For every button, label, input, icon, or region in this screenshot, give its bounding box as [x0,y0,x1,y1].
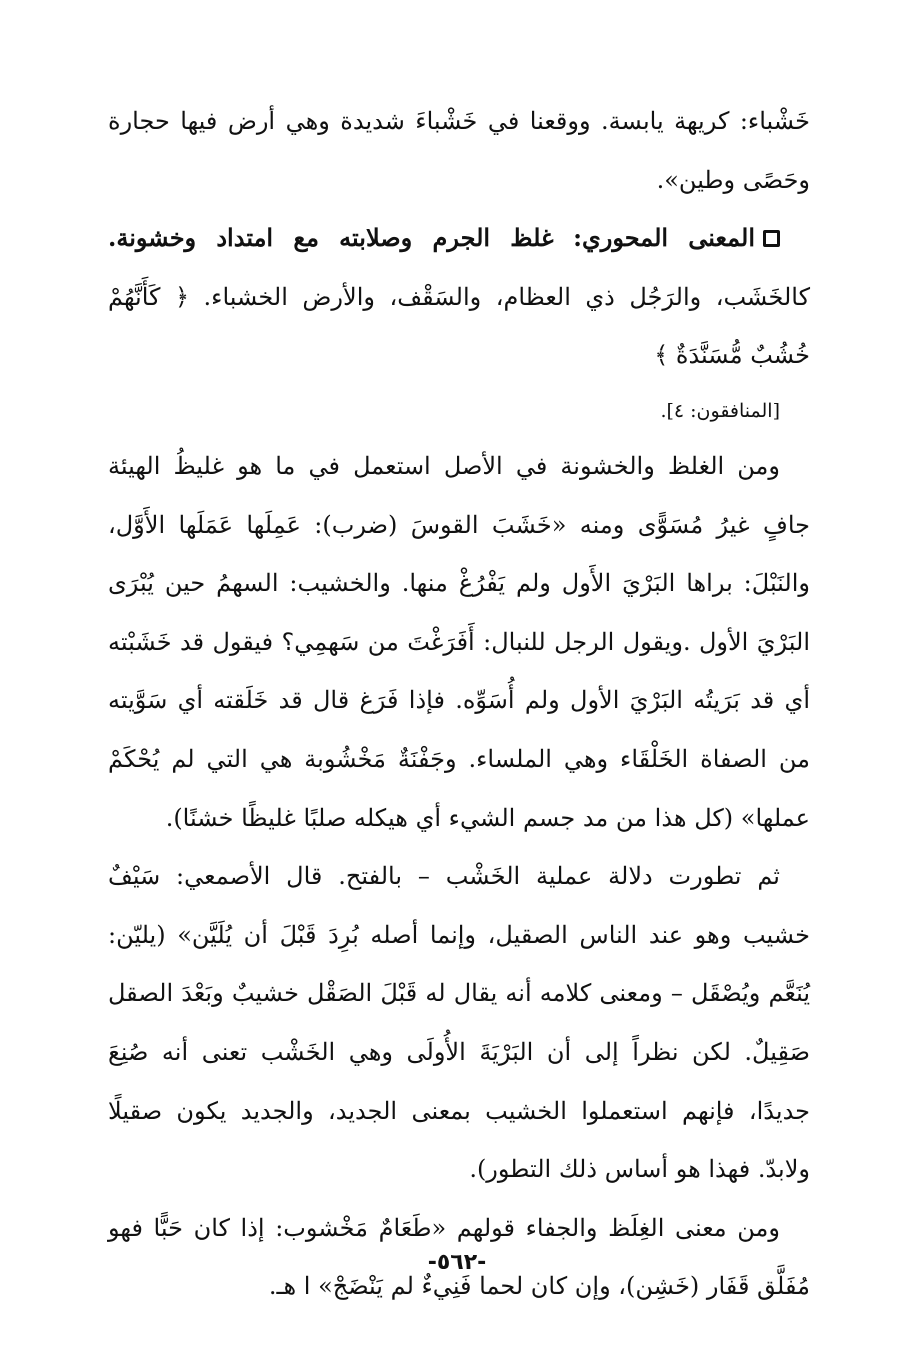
square-bullet-icon [763,230,780,247]
core-meaning-bold: غلظ الجرم وصلابته مع امتداد وخشونة. [108,223,554,253]
page-number: -٥٦٢- [427,1250,487,1275]
paragraph-definition-end [108,92,810,209]
core-meaning-label: المعنى المحوري: [573,223,755,253]
paragraph-text: ومن معنى الغِلَظ والجفاء قولهم «طَعَامٌ مَخْشوب: إذا كان حَبًّا فهو مُفَلَّق قَفَار (خَشِن)، وإن كان لحما فَنِيءٌ لم يَنْضَجْ» ا هـ. [108,1213,810,1301]
paragraph-evolution [108,847,810,1199]
paragraph-text: خَشْباء: كريهة يابسة. ووقعنا في خَشْباءَ شديدة وهي أرض فيها حجارة وحَصًى وطين». [108,107,810,194]
paragraph-origin [108,437,810,847]
quran-reference: [المنافقون: ٤]. [660,399,780,422]
paragraph-text: ومن الغلظ والخشونة في الأصل استعمل في ما هو غليظُ الهيئة جافٍ غيرُ مُسَوًّى ومنه «خَشَبَ القوسَ (ضرب): عَمِلَها عَمَلَها الأَوَّل، والنَبْلَ: براها البَرْيَ الأَول ولم يَفْرُغْ منها. والخشيب: السهمُ حين يُبْرَى البَرْيَ الأول .ويقول الرجل للنبال: أَفَرَغْتَ من سَهمِي؟ فيقول قد خَشَبْته أي قد بَرَيتُه البَرْيَ الأول ولم أُسَوِّه. فإذا فَرَغ قال قد خَلَقته أي سَوَّيته من الصفاة الخَلْقَاء وهي الملساء. وجَفْنَةٌ مَخْشُوبة هي التي لم يُحْكَمْ عملها» (كل هذا من مد جسم الشيء أي هيكله صلبًا غليظًا خشنًا). [108,451,810,832]
page-body [108,92,810,1316]
paragraph-core-meaning [108,209,810,437]
paragraph-text: ثم تطورت دلالة عملية الخَشْب – بالفتح. قال الأصمعي: سَيْفٌ خشيب وهو عند الناس الصقيل، وإنما أصله بُرِدَ قَبْلَ أن يُلَيَّن» (يليّن: يُنَعَّم ويُصْقَل – ومعنى كلامه أنه يقال له قَبْلَ الصَقْل خشيبٌ وبَعْدَ الصقل صَقِيلٌ. لكن نظراً إلى أن البَرْيَةَ الأُولَى وهي الخَشْب تعنى أنه صُنِعَ جديدًا، فإنهم استعملوا الخشيب بمعنى الجديد، والجديد يكون صقيلًا ولابدّ. فهذا هو أساس ذلك التطور). [108,862,811,1184]
core-meaning-text: كالخَشَب، والرَجُل ذي العظام، والسَقْف، والأرض الخشباء. ﴿ كَأَنَّهُمْ خُشُبٌ مُّسَنَّدَةٌ ﴾ [108,282,810,370]
